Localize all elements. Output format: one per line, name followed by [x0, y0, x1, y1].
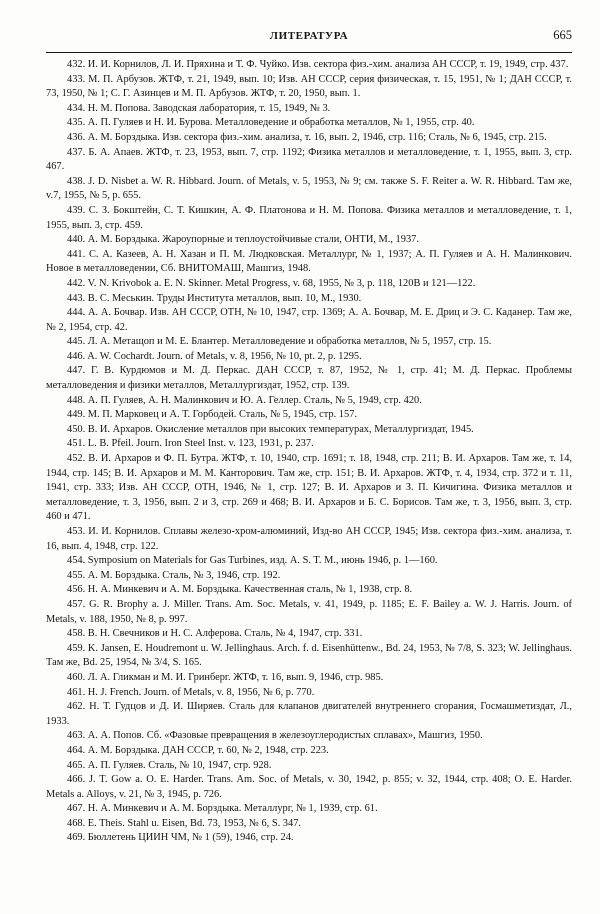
page-header [46, 26, 572, 53]
reference-entry: 453. И. И. Корнилов. Сплавы железо-хром-алюминий, Изд-во АН СССР, 1945; Изв. сектора физ.-хим. анализа, т. 16, вып. 4, 1948, стр. 122. [46, 526, 572, 552]
reference-entry: 462. Н. Т. Гудцов и Д. И. Ширяев. Сталь для клапанов двигателей внутреннего сгорания, Госмашметиздат, Л., 1933. [46, 701, 572, 727]
reference-entry: 434. Н. М. Попова. Заводская лаборатория, т. 15, 1949, № 3. [67, 102, 331, 114]
reference-entry: 441. С. А. Казеев, А. Н. Хазан и П. М. Людковская. Металлург, № 1, 1937; А. П. Гуляев и А. Н. Малинкович. Новое в металловедении, Сб. ВНИТОМАШ, Машгиз, 1948. [46, 248, 572, 275]
reference-entry: 437. Б. А. Апаев. ЖТФ, т. 23, 1953, вып. 7, стр. 1192; Физика металлов и металловедение, т. 1, 1955, вып. 3, стр. 467. [46, 146, 572, 173]
reference-entry: 456. Н. А. Минкевич и А. М. Борздыка. Качественная сталь, № 1, 1938, стр. 8. [67, 584, 413, 596]
reference-entry: 468. E. Theis. Stahl u. Eisen, Bd. 73, 1953, № 6, S. 347. [67, 817, 301, 829]
reference-entry: 467. Н. А. Минкевич и А. М. Борздыка. Металлург, № 1, 1939, стр. 61. [67, 803, 378, 815]
reference-entry: 463. А. А. Попов. Сб. «Фазовые превращения в железоуглеродистых сплавах», Машгиз, 1950. [67, 730, 483, 742]
reference-entry: 457. G. R. Brophy a. J. Miller. Trans. Am. Soc. Metals, v. 41, 1949, p. 1185; E. F. Bailey a. W. J. Harris. Journ. of Metals, v. 188, 1950, № 8, p. 997. [46, 598, 572, 625]
reference-entry: 439. С. З. Бокштейн, С. Т. Кишкин, А. Ф. Платонова и Н. М. Попова. Физика металлов и металловедение, т. 1, 1955, вып. 3, стр. 459. [46, 204, 572, 231]
reference-entry: 443. В. С. Меськин. Труды Института металлов, вып. 10, М., 1930. [67, 292, 362, 304]
reference-entry: 466. J. T. Gow a. O. E. Harder. Trans. Am. Soc. of Metals, v. 30, 1942, p. 855; v. 32, 1944, стр. 408; O. E. Harder. Metals a. Alloys, v. 21, № 3, 1945, p. 726. [46, 774, 572, 800]
reference-entry: 451. L. B. Pfeil. Journ. Iron Steel Inst. v. 123, 1931, p. 237. [67, 438, 314, 450]
reference-entry: 438. J. D. Nisbet a. W. R. Hibbard. Journ. of Metals, v. 5, 1953, № 9; см. также S. F. Reiter a. W. R. Hibbard. Там же, v.7, 1955, № 5, p. 655. [46, 175, 572, 202]
reference-entry: 464. А. М. Борздыка. ДАН СССР, т. 60, № 2, 1948, стр. 223. [67, 744, 329, 756]
reference-entry: 452. В. И. Архаров и Ф. П. Бутра. ЖТФ, т. 10, 1940, стр. 1691; т. 18, 1948, стр. 211; В. И. Архаров. Там же, т. 14, 1944, стр. 145; В. И. Архаров и М. М. Канторович. Там же, стр. 151; В. И. Архаров. ЖТФ, т. 4, 1934, стр. 372 и т. 11, 1941, стр. 333; Изв. АН СССР, ОТН, 1946, № 1, стр. 127; В. И. Архаров и З. П. Кичигина. Физика металлов и металловедение, т. 3, 1956, вып. 2 и 3, стр. 269 и 468; В. И. Архаров и Б. С. Борисов. Там же, т. 3, 1956, вып. 3, стр. 460 и 471. [46, 453, 572, 523]
reference-entry: 432. И. И. Корнилов, Л. И. Пряхина и Т. Ф. Чуйко. Изв. сектора физ.-хим. анализа АН СССР, т. 19, 1949, стр. 437. [67, 59, 569, 70]
reference-entry: 436. А. М. Борздыка. Изв. сектора физ.-хим. анализа, т. 16, вып. 2, 1946, стр. 116; Сталь, № 6, 1945, стр. 215. [67, 131, 547, 143]
reference-entry: 445. Л. А. Метащоп и М. Е. Блантер. Металловедение и обработка металлов, № 5, 1957, стр. 15. [67, 336, 492, 348]
reference-entry: 433. М. П. Арбузов. ЖТФ, т. 21, 1949, вып. 10; Изв. АН СССР, серия физическая, т. 15, 1951, № 1; ДАН СССР, т. 73, 1950, № 1; С. Г. Азинцев и М. П. Арбузов. ЖТФ, т. 20, 1950, вып. 1. [46, 73, 572, 100]
reference-entry: 435. А. П. Гуляев и Н. И. Бурова. Металловедение и обработка металлов, № 1, 1955, стр. 40. [67, 117, 475, 129]
reference-entry: 448. А. П. Гуляев, А. Н. Малинкович и Ю. А. Геллер. Сталь, № 5, 1949, стр. 420. [67, 394, 422, 406]
reference-entry: 442. V. N. Krivobok a. E. N. Skinner. Metal Progress, v. 68, 1955, № 3, p. 118, 120B и 121—122. [67, 277, 476, 289]
reference-entry: 454. Symposium on Materials for Gas Turbines, изд. A. S. T. M., июнь 1946, p. 1—160. [67, 555, 438, 567]
reference-entry: 446. A. W. Cochardt. Journ. of Metals, v. 8, 1956, № 10, pt. 2, p. 1295. [67, 350, 362, 362]
reference-entry: 447. Г. В. Курдюмов и М. Д. Перкас. ДАН СССР, т. 87, 1952, № 1, стр. 41; М. Д. Перкас. Проблемы металловедения и физики металлов, Металлургиздат, 1952, стр. 139. [46, 365, 572, 392]
reference-entry: 450. В. И. Архаров. Окисление металлов при высоких температурах, Металлургиздат, 1945. [67, 423, 474, 435]
reference-list [46, 58, 572, 846]
reference-entry: 469. Бюллетень ЦИИН ЧМ, № 1 (59), 1946, стр. 24. [67, 832, 294, 844]
reference-entry: 444. А. А. Бочвар. Изв. АН СССР, ОТН, № 10, 1947, стр. 1369; А. А. Бочвар, М. Е. Дриц и Э. С. Каданер. Там же, № 2, 1954, стр. 42. [46, 307, 572, 333]
reference-entry: 440. А. М. Борздыка. Жароупорные и теплоустойчивые стали, ОНТИ, М., 1937. [67, 234, 419, 246]
reference-entry: 465. А. П. Гуляев. Сталь, № 10, 1947, стр. 928. [67, 759, 272, 771]
reference-entry: 455. А. М. Борздыка. Сталь, № 3, 1946, стр. 192. [67, 569, 281, 581]
reference-entry: 461. H. J. French. Journ. of Metals, v. 8, 1956, № 6, p. 770. [67, 686, 315, 698]
reference-entry: 460. Л. А. Гликман и М. И. Гринберг. ЖТФ, т. 16, вып. 9, 1946, стр. 985. [67, 671, 384, 683]
page-number: 665 [553, 28, 572, 42]
reference-entry: 449. М. П. Марковец и А. Т. Горбодей. Сталь, № 5, 1945, стр. 157. [67, 409, 357, 421]
reference-entry: 458. В. Н. Свечников и Н. С. Алферова. Сталь, № 4, 1947, стр. 331. [67, 628, 363, 640]
running-title: ЛИТЕРАТУРА [269, 30, 349, 42]
reference-entry: 459. K. Jansen, E. Houdremont u. W. Jellinghaus. Arch. f. d. Eisenhüttenw., Bd. 24, 1953, № 7/8, S. 323; W. Jellinghaus. Там же, Bd. 25, 1954, № 3/4, S. 165. [46, 642, 572, 669]
